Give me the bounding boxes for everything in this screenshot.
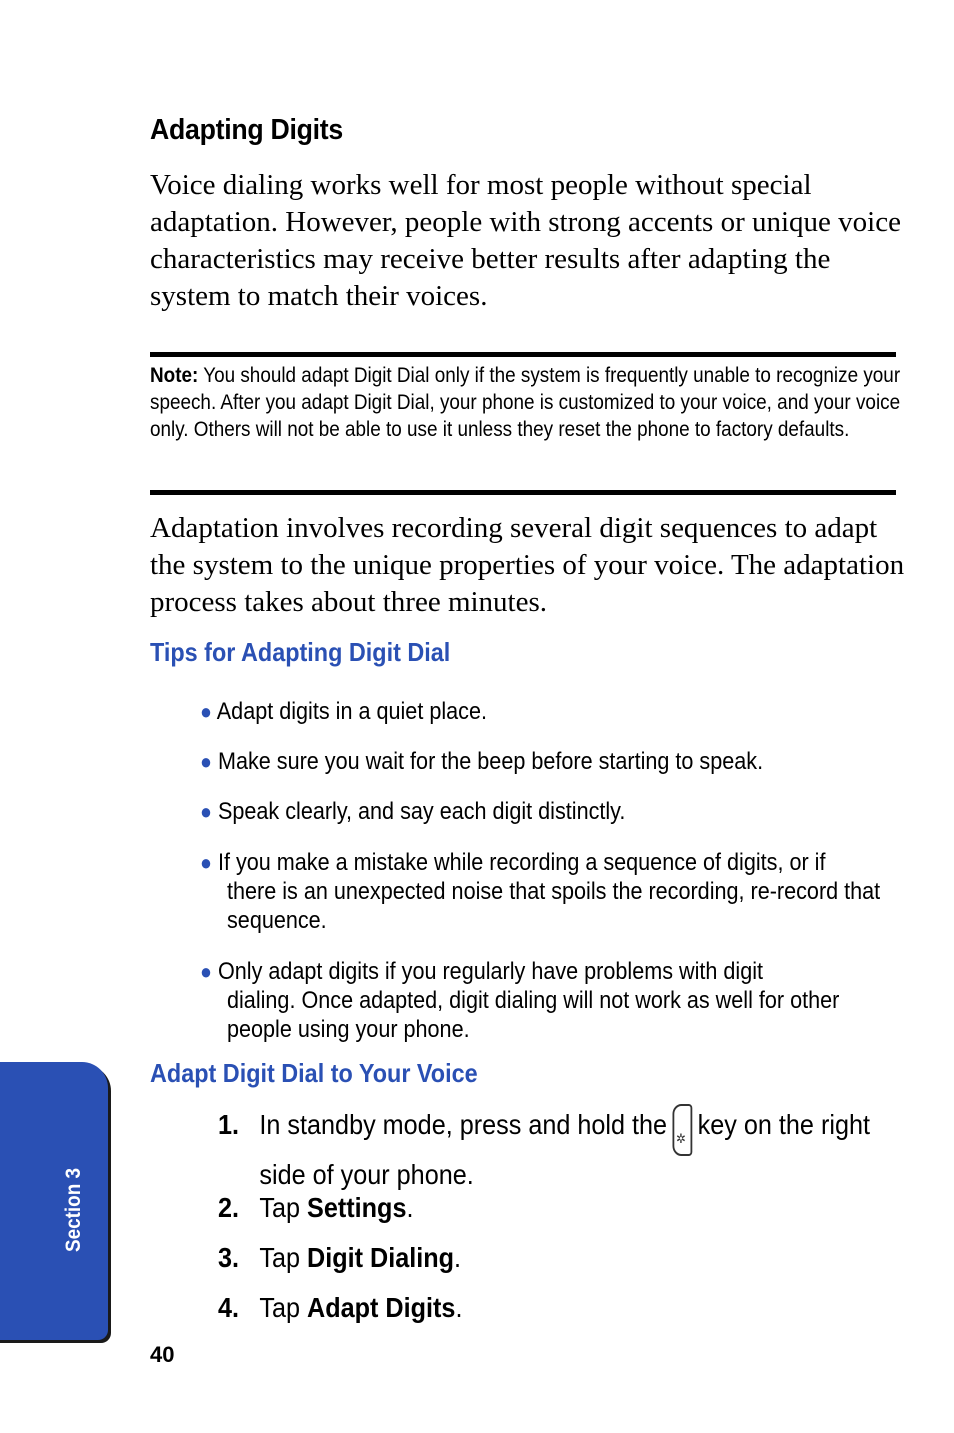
steps-heading: Adapt Digit Dial to Your Voice bbox=[150, 1058, 478, 1088]
intro-paragraph: Voice dialing works well for most people without special adaptation. However, people with strong accents or unique voice characteristics may receive better results after adapting the system to match their voices. bbox=[150, 169, 901, 312]
section-tab-label: Section 3 bbox=[62, 1167, 85, 1252]
step-bold: Adapt Digits bbox=[307, 1292, 456, 1323]
step-text-continued: side of your phone. bbox=[259, 1159, 474, 1190]
step-prefix: Tap bbox=[259, 1242, 308, 1273]
step-prefix: Tap bbox=[259, 1192, 308, 1223]
bullet-icon: ● bbox=[200, 699, 212, 724]
step-item bbox=[218, 1189, 902, 1226]
bullet-icon: ● bbox=[200, 799, 212, 824]
step-number: 4. bbox=[218, 1292, 240, 1323]
bullet-icon: ● bbox=[200, 959, 212, 984]
step-item bbox=[218, 1239, 902, 1276]
note-text: You should adapt Digit Dial only if the system is frequently unable to recognize your speech. After you adapt Digit Dial, your phone is customized to your voice, and your voice only. Others will not be able to use it unless they reset the phone to factory defaults. bbox=[150, 364, 901, 441]
note-top-rule bbox=[150, 352, 896, 357]
step-bold: Digit Dialing bbox=[307, 1242, 455, 1273]
step-number: 3. bbox=[218, 1242, 240, 1273]
tip-item bbox=[200, 797, 893, 826]
step-item bbox=[218, 1104, 902, 1193]
step-suffix: . bbox=[455, 1292, 463, 1323]
step-text-after: key on the right bbox=[697, 1109, 870, 1140]
tip-text: Adapt digits in a quiet place. bbox=[216, 698, 487, 725]
page-number: 40 bbox=[150, 1342, 175, 1367]
voice-key-icon bbox=[672, 1104, 692, 1156]
tip-item bbox=[200, 747, 893, 776]
tip-text: If you make a mistake while recording a sequence of digits, or if bbox=[217, 849, 826, 876]
tip-item bbox=[200, 848, 893, 935]
step-number: 2. bbox=[218, 1192, 240, 1223]
note-bottom-rule bbox=[150, 490, 896, 495]
bullet-icon: ● bbox=[200, 850, 212, 875]
tip-item bbox=[200, 957, 893, 1044]
note-label: Note: bbox=[150, 364, 199, 387]
bullet-icon: ● bbox=[200, 749, 212, 774]
step-prefix: Tap bbox=[259, 1292, 308, 1323]
tip-text-continued: there is an unexpected noise that spoils the recording, re-record that sequence. bbox=[227, 878, 881, 934]
page-heading: Adapting Digits bbox=[150, 114, 343, 146]
adaptation-paragraph: Adaptation involves recording several digit sequences to adapt the system to the unique properties of your voice. The adaptation process takes about three minutes. bbox=[150, 512, 905, 618]
step-number: 1. bbox=[218, 1109, 240, 1140]
tip-text: Only adapt digits if you regularly have problems with digit bbox=[217, 958, 764, 985]
tips-heading: Tips for Adapting Digit Dial bbox=[150, 637, 451, 667]
step-text: In standby mode, press and hold the bbox=[259, 1109, 668, 1140]
step-suffix: . bbox=[406, 1192, 414, 1223]
step-bold: Settings bbox=[307, 1192, 407, 1223]
tip-text: Make sure you wait for the beep before starting to speak. bbox=[217, 748, 764, 775]
tip-item bbox=[200, 697, 893, 726]
note-block bbox=[150, 362, 902, 443]
step-suffix: . bbox=[454, 1242, 462, 1273]
tip-text-continued: dialing. Once adapted, digit dialing will not work as well for other people using your phone. bbox=[227, 987, 840, 1043]
step-item bbox=[218, 1289, 902, 1326]
section-tab bbox=[0, 1062, 108, 1340]
tip-text: Speak clearly, and say each digit distinctly. bbox=[217, 798, 626, 825]
